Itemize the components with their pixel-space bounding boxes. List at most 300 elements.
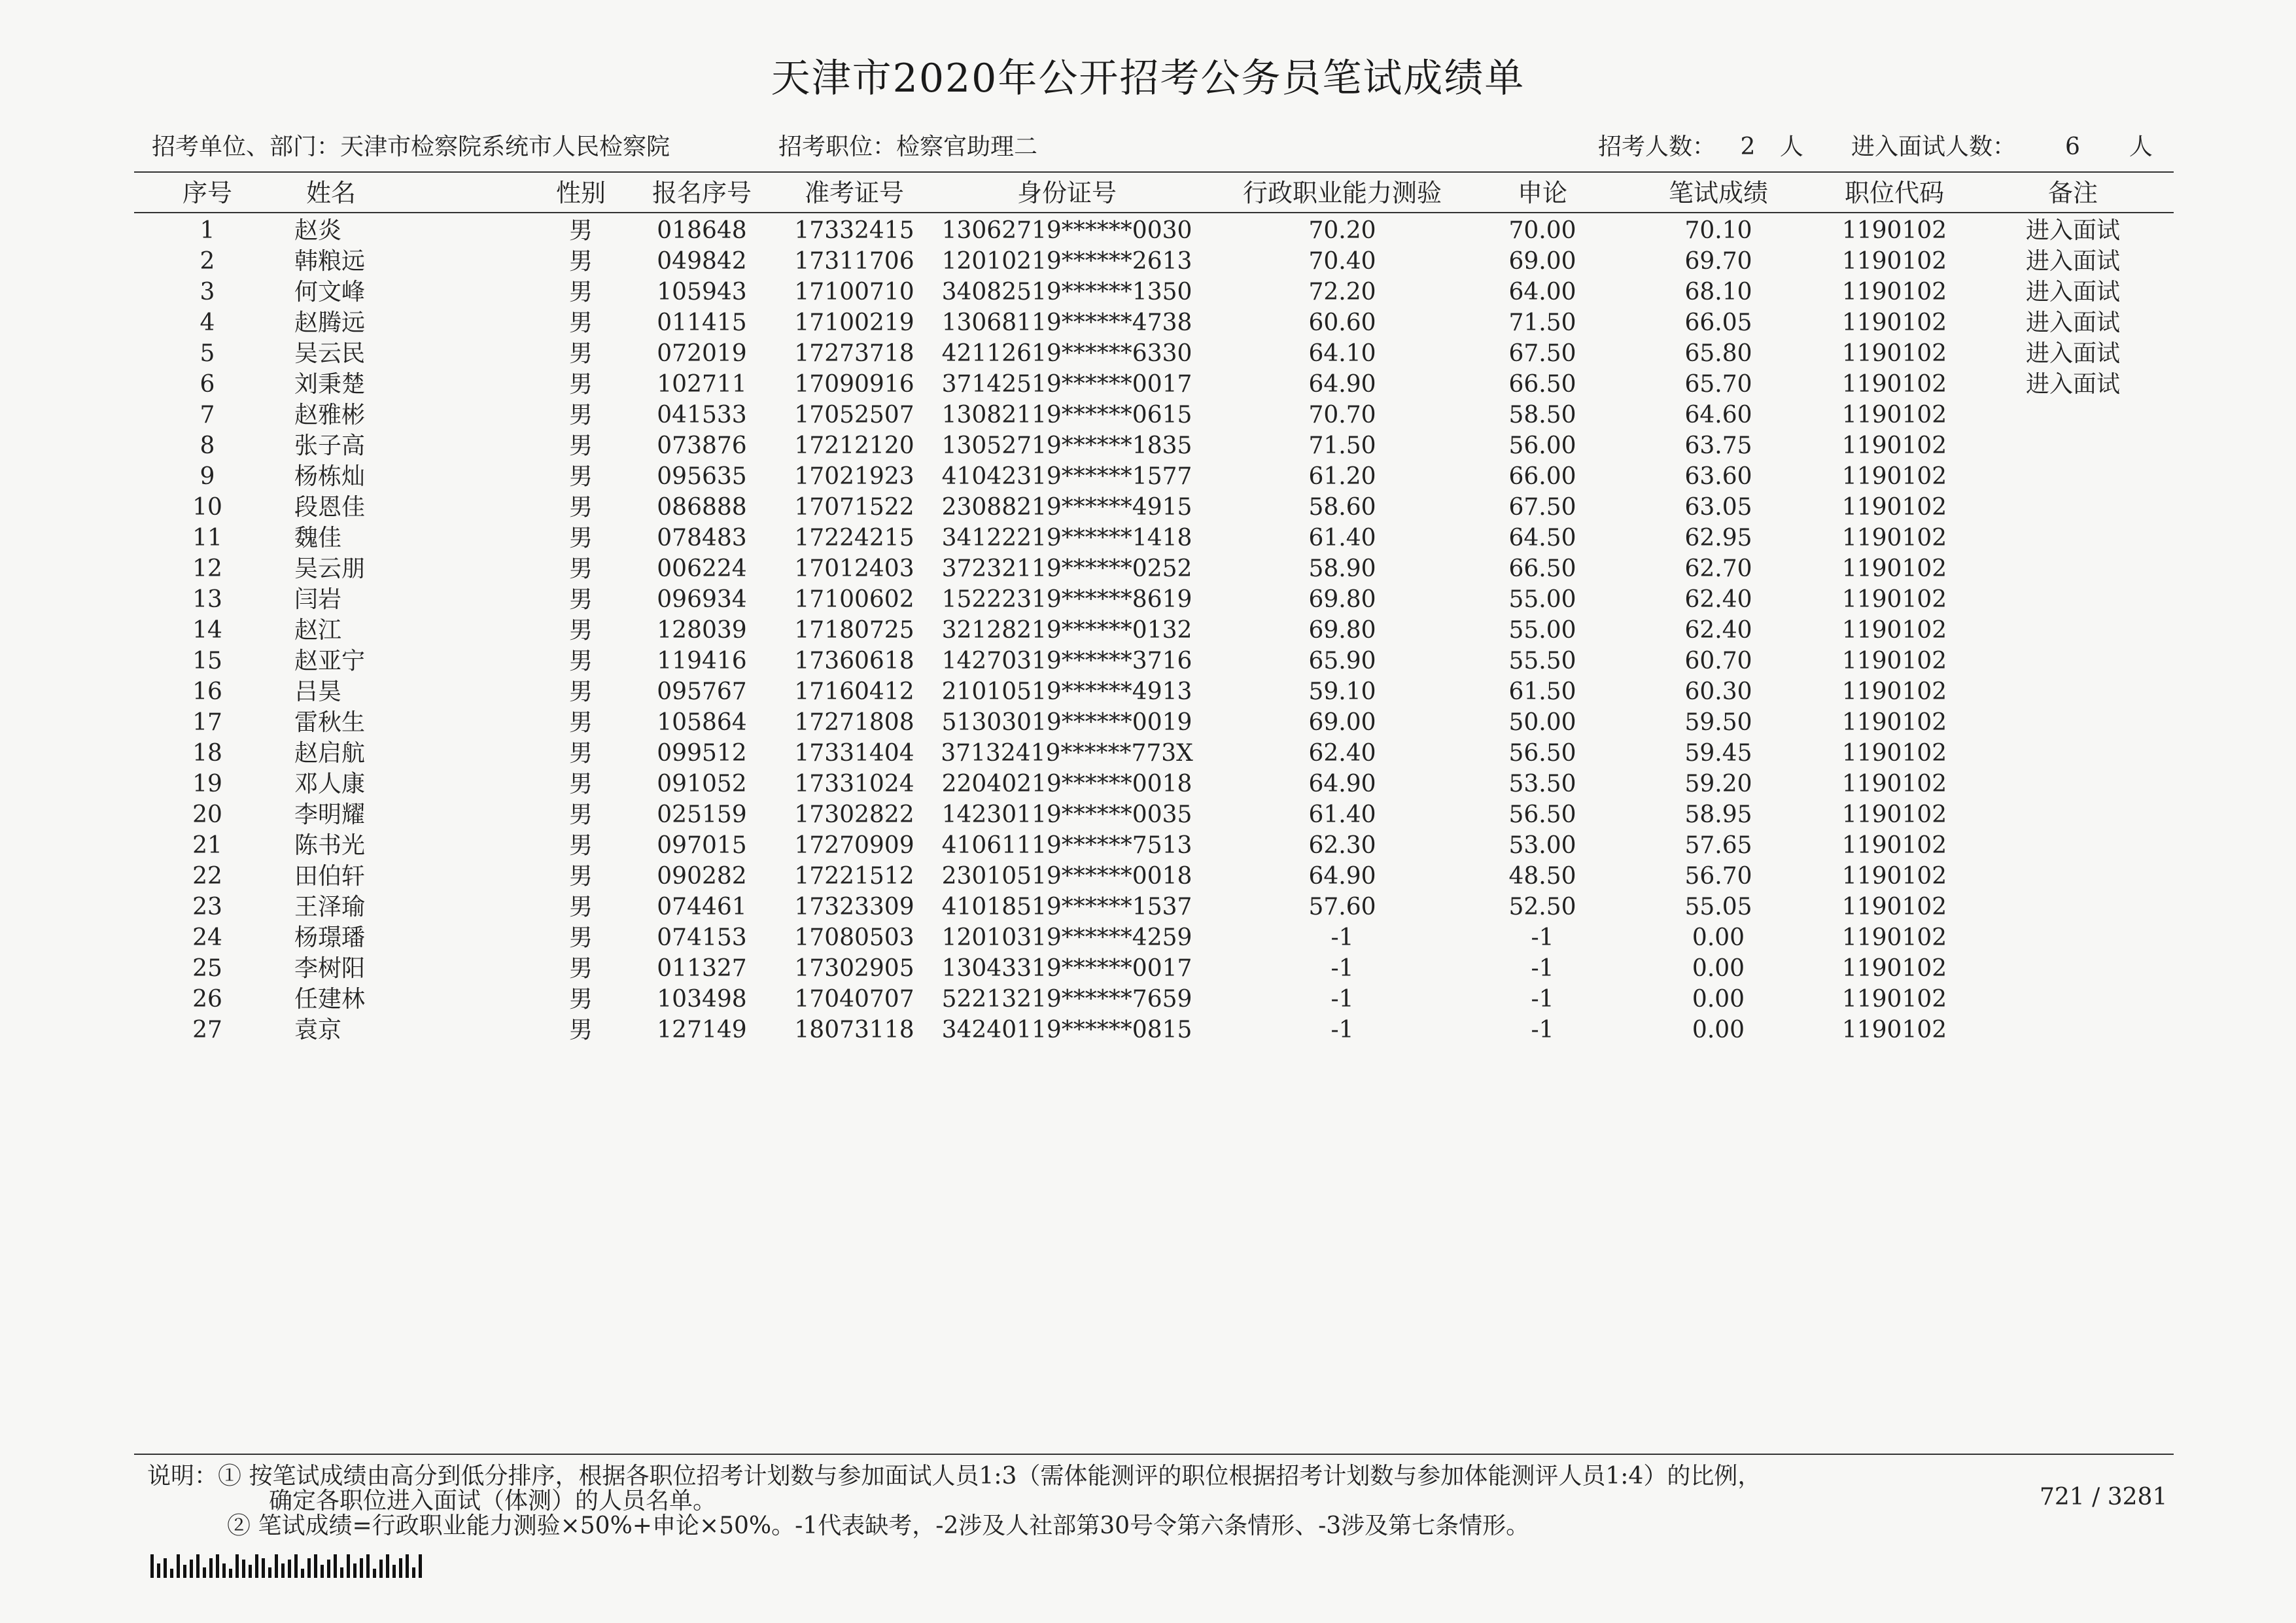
table-row: [0, 739, 2296, 769]
table-row: [0, 1015, 2296, 1045]
row-essay: 55.00: [1508, 617, 1576, 644]
row-index: 16: [192, 678, 222, 705]
row-exam-no: 18073118: [794, 1017, 914, 1043]
row-reg-no: 119416: [657, 648, 747, 674]
row-aptitude: 58.90: [1308, 555, 1376, 582]
unit-label: 招考单位、部门：: [152, 133, 341, 160]
table-row: [0, 616, 2296, 646]
row-essay: -1: [1531, 924, 1554, 951]
row-gender: 男: [568, 617, 593, 644]
row-position-code: 1190102: [1841, 740, 1947, 767]
row-reg-no: 072019: [657, 340, 747, 367]
row-essay: 55.50: [1508, 648, 1576, 674]
row-exam-no: 17331024: [794, 771, 914, 797]
row-gender: 男: [568, 279, 593, 305]
table-header: [0, 175, 2296, 205]
row-position-code: 1190102: [1841, 309, 1947, 336]
table-top-rule: [134, 171, 2174, 173]
row-written: 62.40: [1684, 617, 1752, 644]
row-reg-no: 011415: [657, 309, 747, 336]
row-id-no: 32128219******0132: [941, 617, 1192, 644]
page-title: 天津市2020年公开招考公务员笔试成绩单: [771, 56, 1525, 101]
row-id-no: 41018519******1537: [941, 894, 1192, 920]
row-reg-no: 095635: [657, 463, 747, 490]
row-gender: 男: [568, 248, 593, 275]
row-aptitude: 59.10: [1308, 678, 1376, 705]
col-header-name: 姓名: [306, 179, 357, 207]
row-aptitude: -1: [1331, 955, 1354, 982]
row-written: 65.80: [1684, 340, 1752, 367]
row-position-code: 1190102: [1841, 771, 1947, 797]
row-index: 8: [200, 432, 215, 459]
row-name: 魏佳: [294, 525, 342, 551]
row-gender: 男: [568, 555, 593, 582]
row-essay: 55.00: [1508, 586, 1576, 613]
row-index: 6: [200, 371, 215, 398]
col-header-gender: 性别: [555, 179, 606, 207]
notes: [147, 1464, 1761, 1539]
table-row: [0, 769, 2296, 799]
recruit-count: [1598, 128, 1803, 162]
row-essay: 56.50: [1508, 801, 1576, 828]
row-essay: -1: [1531, 986, 1554, 1013]
table-row: [0, 370, 2296, 400]
row-id-no: 12010319******4259: [941, 924, 1192, 951]
row-aptitude: 69.00: [1308, 709, 1376, 736]
row-exam-no: 17270909: [794, 832, 914, 859]
row-name: 袁京: [294, 1017, 342, 1043]
col-header-aptitude: 行政职业能力测验: [1242, 179, 1442, 207]
row-position-code: 1190102: [1841, 894, 1947, 920]
row-aptitude: -1: [1331, 1017, 1354, 1043]
row-written: 0.00: [1692, 1017, 1745, 1043]
row-essay: 69.00: [1508, 248, 1576, 275]
row-aptitude: 65.90: [1308, 648, 1376, 674]
row-exam-no: 17080503: [794, 924, 914, 951]
row-index: 4: [200, 309, 215, 336]
row-gender: 男: [568, 1017, 593, 1043]
row-written: 66.05: [1684, 309, 1752, 336]
table-row: [0, 277, 2296, 307]
row-exam-no: 17311706: [794, 248, 914, 275]
row-name: 刘秉楚: [294, 371, 366, 398]
row-position-code: 1190102: [1841, 617, 1947, 644]
row-name: 陈书光: [294, 832, 366, 859]
row-position-code: 1190102: [1841, 248, 1947, 275]
row-written: 64.60: [1684, 402, 1752, 428]
row-index: 11: [192, 525, 222, 551]
col-header-essay: 申论: [1517, 179, 1568, 207]
row-aptitude: -1: [1331, 924, 1354, 951]
interview-count-value: 6: [2065, 133, 2080, 160]
row-id-no: 34240119******0815: [941, 1017, 1192, 1043]
row-written: 59.50: [1684, 709, 1752, 736]
row-id-no: 51303019******0019: [941, 709, 1192, 736]
row-written: 60.30: [1684, 678, 1752, 705]
row-essay: 48.50: [1508, 863, 1576, 890]
row-reg-no: 025159: [657, 801, 747, 828]
row-gender: 男: [568, 217, 593, 244]
row-reg-no: 105943: [657, 279, 747, 305]
row-name: 赵江: [294, 617, 342, 644]
row-exam-no: 17160412: [794, 678, 914, 705]
row-position-code: 1190102: [1841, 832, 1947, 859]
row-exam-no: 17302822: [794, 801, 914, 828]
row-remark: 进入面试: [2025, 309, 2121, 336]
row-reg-no: 096934: [657, 586, 747, 613]
row-essay: 53.00: [1508, 832, 1576, 859]
row-written: 59.20: [1684, 771, 1752, 797]
row-aptitude: 64.10: [1308, 340, 1376, 367]
row-index: 9: [200, 463, 215, 490]
interview-count-label: 进入面试人数：: [1851, 133, 2017, 160]
row-essay: 66.50: [1508, 371, 1576, 398]
row-id-no: 37142519******0017: [941, 371, 1192, 398]
row-gender: 男: [568, 801, 593, 828]
row-remark: 进入面试: [2025, 248, 2121, 275]
row-written: 63.60: [1684, 463, 1752, 490]
row-position-code: 1190102: [1841, 986, 1947, 1013]
row-reg-no: 102711: [657, 371, 747, 398]
row-position-code: 1190102: [1841, 463, 1947, 490]
row-gender: 男: [568, 709, 593, 736]
row-essay: 61.50: [1508, 678, 1576, 705]
row-id-no: 42112619******6330: [941, 340, 1192, 367]
row-essay: 56.00: [1508, 432, 1576, 459]
row-written: 55.05: [1684, 894, 1752, 920]
row-essay: 67.50: [1508, 340, 1576, 367]
row-exam-no: 17100710: [794, 279, 914, 305]
row-index: 23: [192, 894, 222, 920]
row-gender: 男: [568, 371, 593, 398]
note-line-1: 说明：① 按笔试成绩由高分到低分排序，根据各职位招考计划数与参加面试人员1:3（需体能测评的职位根据招考计划数与参加体能测评人员1:4）的比例，: [147, 1463, 1762, 1490]
row-aptitude: 64.90: [1308, 863, 1376, 890]
row-exam-no: 17040707: [794, 986, 914, 1013]
row-id-no: 14230119******0035: [941, 801, 1192, 828]
row-gender: 男: [568, 432, 593, 459]
table-row: [0, 247, 2296, 277]
row-essay: 67.50: [1508, 494, 1576, 521]
row-written: 0.00: [1692, 924, 1745, 951]
row-written: 65.70: [1684, 371, 1752, 398]
row-aptitude: 64.90: [1308, 771, 1376, 797]
row-exam-no: 17212120: [794, 432, 914, 459]
table-row: [0, 462, 2296, 492]
row-position-code: 1190102: [1841, 340, 1947, 367]
row-index: 18: [192, 740, 222, 767]
row-remark: 进入面试: [2025, 217, 2121, 244]
row-written: 62.70: [1684, 555, 1752, 582]
row-gender: 男: [568, 648, 593, 674]
row-index: 21: [192, 832, 222, 859]
table-header-rule: [134, 212, 2174, 213]
row-position-code: 1190102: [1841, 924, 1947, 951]
col-header-exam-no: 准考证号: [804, 179, 905, 207]
row-name: 张子高: [294, 432, 366, 459]
col-header-written: 笔试成绩: [1668, 179, 1769, 207]
row-position-code: 1190102: [1841, 709, 1947, 736]
row-id-no: 21010519******4913: [941, 678, 1192, 705]
table-row: [0, 431, 2296, 461]
row-id-no: 12010219******2613: [941, 248, 1192, 275]
recruit-count-unit: 人: [1779, 133, 1803, 160]
row-name: 赵腾远: [294, 309, 366, 336]
row-position-code: 1190102: [1841, 279, 1947, 305]
row-written: 62.40: [1684, 586, 1752, 613]
table-row: [0, 862, 2296, 892]
row-name: 吴云朋: [294, 555, 366, 582]
note-line-3: ② 笔试成绩=行政职业能力测验×50%+申论×50%。-1代表缺考，-2涉及人社部第30号令第六条情形、-3涉及第七条情形。: [227, 1512, 1530, 1539]
row-name: 邓人康: [294, 771, 366, 797]
row-written: 63.75: [1684, 432, 1752, 459]
row-reg-no: 091052: [657, 771, 747, 797]
row-index: 27: [192, 1017, 222, 1043]
row-gender: 男: [568, 955, 593, 982]
table-row: [0, 400, 2296, 430]
row-reg-no: 090282: [657, 863, 747, 890]
table-row: [0, 308, 2296, 338]
row-id-no: 22040219******0018: [941, 771, 1192, 797]
row-exam-no: 17090916: [794, 371, 914, 398]
row-written: 60.70: [1684, 648, 1752, 674]
page-counter: 721 / 3281: [2040, 1484, 2168, 1510]
row-gender: 男: [568, 863, 593, 890]
row-essay: 53.50: [1508, 771, 1576, 797]
row-id-no: 15222319******8619: [941, 586, 1192, 613]
row-gender: 男: [568, 525, 593, 551]
table-row: [0, 523, 2296, 553]
row-written: 68.10: [1684, 279, 1752, 305]
row-index: 7: [200, 402, 215, 428]
row-index: 5: [200, 340, 215, 367]
row-aptitude: 62.30: [1308, 832, 1376, 859]
row-essay: -1: [1531, 955, 1554, 982]
row-gender: 男: [568, 678, 593, 705]
row-aptitude: 70.20: [1308, 217, 1376, 244]
row-remark: 进入面试: [2025, 279, 2121, 305]
row-name: 吴云民: [294, 340, 366, 367]
row-id-no: 23010519******0018: [941, 863, 1192, 890]
table-row: [0, 923, 2296, 953]
row-reg-no: 074153: [657, 924, 747, 951]
row-reg-no: 086888: [657, 494, 747, 521]
row-written: 63.05: [1684, 494, 1752, 521]
row-essay: 50.00: [1508, 709, 1576, 736]
row-id-no: 52213219******7659: [941, 986, 1192, 1013]
row-written: 69.70: [1684, 248, 1752, 275]
row-name: 段恩佳: [294, 494, 366, 521]
row-name: 赵启航: [294, 740, 366, 767]
row-aptitude: -1: [1331, 986, 1354, 1013]
row-essay: 66.50: [1508, 555, 1576, 582]
col-header-position-code: 职位代码: [1844, 179, 1945, 207]
row-id-no: 23088219******4915: [941, 494, 1192, 521]
row-position-code: 1190102: [1841, 586, 1947, 613]
row-aptitude: 70.40: [1308, 248, 1376, 275]
row-id-no: 34122219******1418: [941, 525, 1192, 551]
table-row: [0, 339, 2296, 369]
row-reg-no: 074461: [657, 894, 747, 920]
row-index: 22: [192, 863, 222, 890]
row-aptitude: 69.80: [1308, 617, 1376, 644]
row-reg-no: 095767: [657, 678, 747, 705]
row-reg-no: 128039: [657, 617, 747, 644]
row-gender: 男: [568, 463, 593, 490]
row-essay: 58.50: [1508, 402, 1576, 428]
row-id-no: 13043319******0017: [941, 955, 1192, 982]
recruit-count-value: 2: [1740, 133, 1756, 160]
row-name: 雷秋生: [294, 709, 366, 736]
row-aptitude: 61.40: [1308, 801, 1376, 828]
row-index: 17: [192, 709, 222, 736]
row-reg-no: 103498: [657, 986, 747, 1013]
row-written: 59.45: [1684, 740, 1752, 767]
row-reg-no: 097015: [657, 832, 747, 859]
row-gender: 男: [568, 771, 593, 797]
row-aptitude: 61.40: [1308, 525, 1376, 551]
recruit-unit: [152, 128, 670, 162]
row-id-no: 13068119******4738: [941, 309, 1192, 336]
row-exam-no: 17360618: [794, 648, 914, 674]
row-id-no: 37132419******773X: [941, 740, 1193, 767]
table-row: [0, 493, 2296, 523]
row-aptitude: 61.20: [1308, 463, 1376, 490]
row-position-code: 1190102: [1841, 801, 1947, 828]
row-exam-no: 17273718: [794, 340, 914, 367]
row-reg-no: 073876: [657, 432, 747, 459]
table-row: [0, 216, 2296, 246]
row-index: 10: [192, 494, 222, 521]
row-gender: 男: [568, 340, 593, 367]
row-id-no: 13052719******1835: [941, 432, 1192, 459]
row-position-code: 1190102: [1841, 555, 1947, 582]
recruit-count-label: 招考人数：: [1598, 133, 1716, 160]
notes-rule: [134, 1454, 2174, 1455]
row-position-code: 1190102: [1841, 525, 1947, 551]
row-exam-no: 17012403: [794, 555, 914, 582]
row-index: 3: [200, 279, 215, 305]
col-header-reg-no: 报名序号: [652, 179, 752, 207]
row-reg-no: 078483: [657, 525, 747, 551]
row-position-code: 1190102: [1841, 432, 1947, 459]
row-gender: 男: [568, 832, 593, 859]
row-exam-no: 17100219: [794, 309, 914, 336]
row-index: 26: [192, 986, 222, 1013]
col-header-remark: 备注: [2047, 179, 2098, 207]
row-exam-no: 17021923: [794, 463, 914, 490]
row-gender: 男: [568, 309, 593, 336]
row-position-code: 1190102: [1841, 217, 1947, 244]
position-label: 招考职位：: [778, 133, 897, 160]
row-essay: 66.00: [1508, 463, 1576, 490]
row-exam-no: 17331404: [794, 740, 914, 767]
table-row: [0, 892, 2296, 922]
row-index: 19: [192, 771, 222, 797]
row-name: 李树阳: [294, 955, 366, 982]
row-index: 25: [192, 955, 222, 982]
barcode-icon: [150, 1552, 422, 1578]
row-index: 12: [192, 555, 222, 582]
row-exam-no: 17071522: [794, 494, 914, 521]
table-row: [0, 554, 2296, 584]
unit-value: 天津市检察院系统市人民检察院: [340, 133, 670, 160]
row-reg-no: 011327: [657, 955, 747, 982]
row-aptitude: 69.80: [1308, 586, 1376, 613]
table-row: [0, 800, 2296, 830]
row-index: 20: [192, 801, 222, 828]
row-exam-no: 17180725: [794, 617, 914, 644]
row-essay: -1: [1531, 1017, 1554, 1043]
row-essay: 52.50: [1508, 894, 1576, 920]
table-row: [0, 708, 2296, 738]
row-name: 赵亚宁: [294, 648, 366, 674]
row-exam-no: 17271808: [794, 709, 914, 736]
col-header-id-no: 身份证号: [1017, 179, 1117, 207]
row-name: 杨璟璠: [294, 924, 366, 951]
row-name: 杨栋灿: [294, 463, 366, 490]
row-name: 韩粮远: [294, 248, 366, 275]
row-gender: 男: [568, 494, 593, 521]
row-exam-no: 17224215: [794, 525, 914, 551]
row-aptitude: 64.90: [1308, 371, 1376, 398]
row-id-no: 14270319******3716: [941, 648, 1192, 674]
row-written: 58.95: [1684, 801, 1752, 828]
row-remark: 进入面试: [2025, 371, 2121, 398]
row-gender: 男: [568, 924, 593, 951]
interview-count: [1851, 128, 2153, 162]
row-written: 0.00: [1692, 955, 1745, 982]
row-id-no: 34082519******1350: [941, 279, 1192, 305]
table-row: [0, 677, 2296, 707]
row-name: 任建林: [294, 986, 366, 1013]
position-value: 检察官助理二: [896, 133, 1038, 160]
row-written: 70.10: [1684, 217, 1752, 244]
row-index: 1: [200, 217, 215, 244]
row-id-no: 41042319******1577: [941, 463, 1192, 490]
row-written: 0.00: [1692, 986, 1745, 1013]
row-reg-no: 041533: [657, 402, 747, 428]
row-essay: 64.50: [1508, 525, 1576, 551]
table-row: [0, 954, 2296, 984]
row-gender: 男: [568, 894, 593, 920]
row-name: 王泽瑜: [294, 894, 366, 920]
row-gender: 男: [568, 740, 593, 767]
row-position-code: 1190102: [1841, 648, 1947, 674]
table-row: [0, 646, 2296, 676]
row-aptitude: 72.20: [1308, 279, 1376, 305]
row-reg-no: 006224: [657, 555, 747, 582]
row-essay: 56.50: [1508, 740, 1576, 767]
row-reg-no: 099512: [657, 740, 747, 767]
row-position-code: 1190102: [1841, 371, 1947, 398]
row-written: 57.65: [1684, 832, 1752, 859]
row-written: 56.70: [1684, 863, 1752, 890]
row-name: 何文峰: [294, 279, 366, 305]
row-position-code: 1190102: [1841, 955, 1947, 982]
row-position-code: 1190102: [1841, 678, 1947, 705]
row-name: 李明耀: [294, 801, 366, 828]
row-id-no: 41061119******7513: [941, 832, 1192, 859]
table-row: [0, 985, 2296, 1015]
row-name: 田伯轩: [294, 863, 366, 890]
row-position-code: 1190102: [1841, 863, 1947, 890]
row-index: 15: [192, 648, 222, 674]
row-reg-no: 049842: [657, 248, 747, 275]
row-index: 2: [200, 248, 215, 275]
row-gender: 男: [568, 586, 593, 613]
row-aptitude: 57.60: [1308, 894, 1376, 920]
row-aptitude: 71.50: [1308, 432, 1376, 459]
